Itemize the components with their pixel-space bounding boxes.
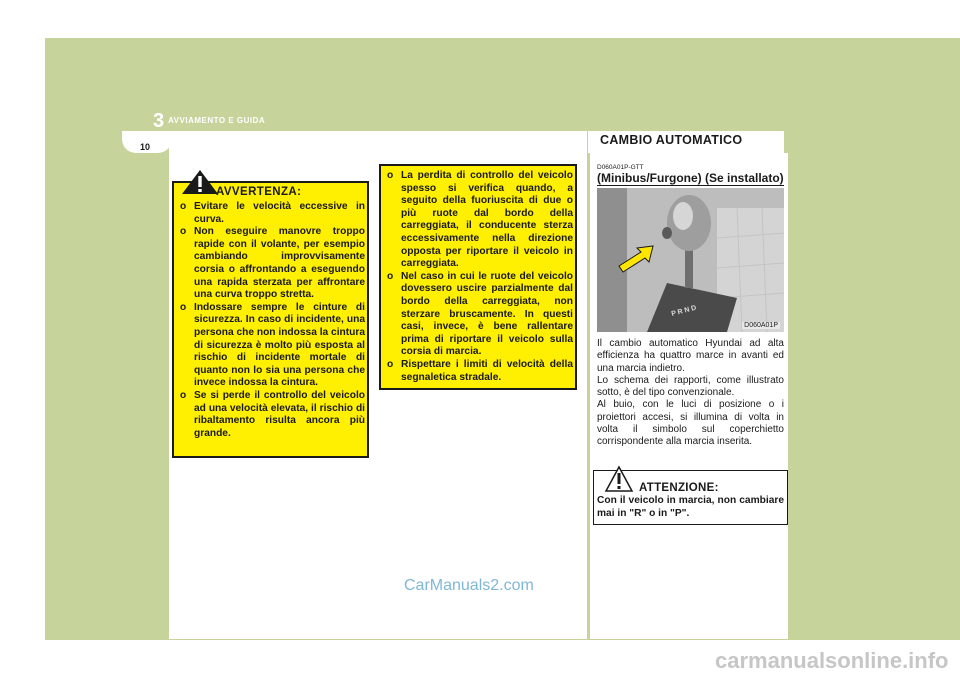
paragraph: Il cambio automatico Hyundai ad alta efficienza ha quattro marce in avanti ed una marcia indietro.	[597, 338, 784, 374]
warning-box-continued	[379, 164, 577, 390]
caution-triangle-icon	[604, 465, 634, 493]
subsection-title: (Minibus/Furgone) (Se installato)	[597, 171, 784, 185]
paragraph: Lo schema dei rapporti, come illustrato sotto, è del tipo convenzionale.	[597, 374, 784, 399]
title-underline	[597, 185, 784, 186]
caution-box	[593, 470, 788, 525]
warning-triangle-icon	[180, 168, 220, 196]
gear-shift-photo	[597, 188, 784, 332]
warning-item: o Indossare sempre le cinture di sicurezza. In caso di incidente, una persona che non indossa la cintura di sicurezza è molto più esposta al rischio di incidente mortale di quanto non lo sia una persona che invece indossa la cintura.	[178, 302, 365, 390]
warning-item: o Evitare le velocità eccessive in curva.	[178, 201, 365, 226]
paragraph: Al buio, con le luci di posizione o i proiettori accesi, si illumina di volta in volta il simbolo sul coperchietto corrispondente alla marcia inserita.	[597, 399, 784, 448]
warning-item: o Non eseguire manovre troppo rapide con il volante, per esempio cambiando improvvisamente corsia o affrontando a eseguendo una rapida sterzata per affrontare una curva troppo stretta.	[178, 226, 365, 302]
caution-heading: ATTENZIONE:	[639, 482, 719, 494]
warning-list-continued	[385, 170, 573, 384]
warning-item: o Rispettare i limiti di velocità della segnaletica stradale.	[385, 359, 573, 384]
section-title: CAMBIO AUTOMATICO	[600, 133, 743, 147]
warning-heading: AVVERTENZA:	[216, 186, 302, 198]
warning-box	[172, 181, 369, 458]
page-number: 10	[140, 142, 151, 152]
chapter-title: AVVIAMENTO E GUIDA	[168, 116, 266, 125]
chapter-number: 3	[153, 110, 165, 132]
photo-code-label: D060A01P	[744, 322, 778, 329]
body-text	[597, 338, 784, 449]
gear-shift-illustration	[597, 188, 784, 332]
svg-text:P R N D: P R N D	[670, 304, 698, 318]
caution-text: Con il veicolo in marcia, non cambiare mai in "R" o in "P".	[597, 495, 784, 519]
warning-list	[178, 201, 365, 440]
footer-brand: carmanualsonline.info	[715, 648, 949, 673]
warning-item: o Se si perde il controllo del veicolo ad una velocità elevata, il rischio di ribaltamento risulta ancora più grande.	[178, 390, 365, 440]
header-band	[169, 131, 587, 153]
watermark-link[interactable]: CarManuals2.com	[404, 577, 534, 594]
warning-item: o La perdita di controllo del veicolo spesso si verifica quando, a seguito della fuoriuscita di due o più ruote dal bordo della carreggiata, il conducente sterza eccessivamente nella direzione opposta per riportare il veicolo in carreggiata.	[385, 170, 573, 271]
section-code: D060A01P-GTT	[597, 164, 644, 171]
warning-item: o Nel caso in cui le ruote del veicolo dovessero uscire parzialmente dal bordo della carreggiata, non sterzare bruscamente. In questi casi, invece, è bene rallentare prima di riportare il veicolo sulla corsia di marcia.	[385, 271, 573, 359]
